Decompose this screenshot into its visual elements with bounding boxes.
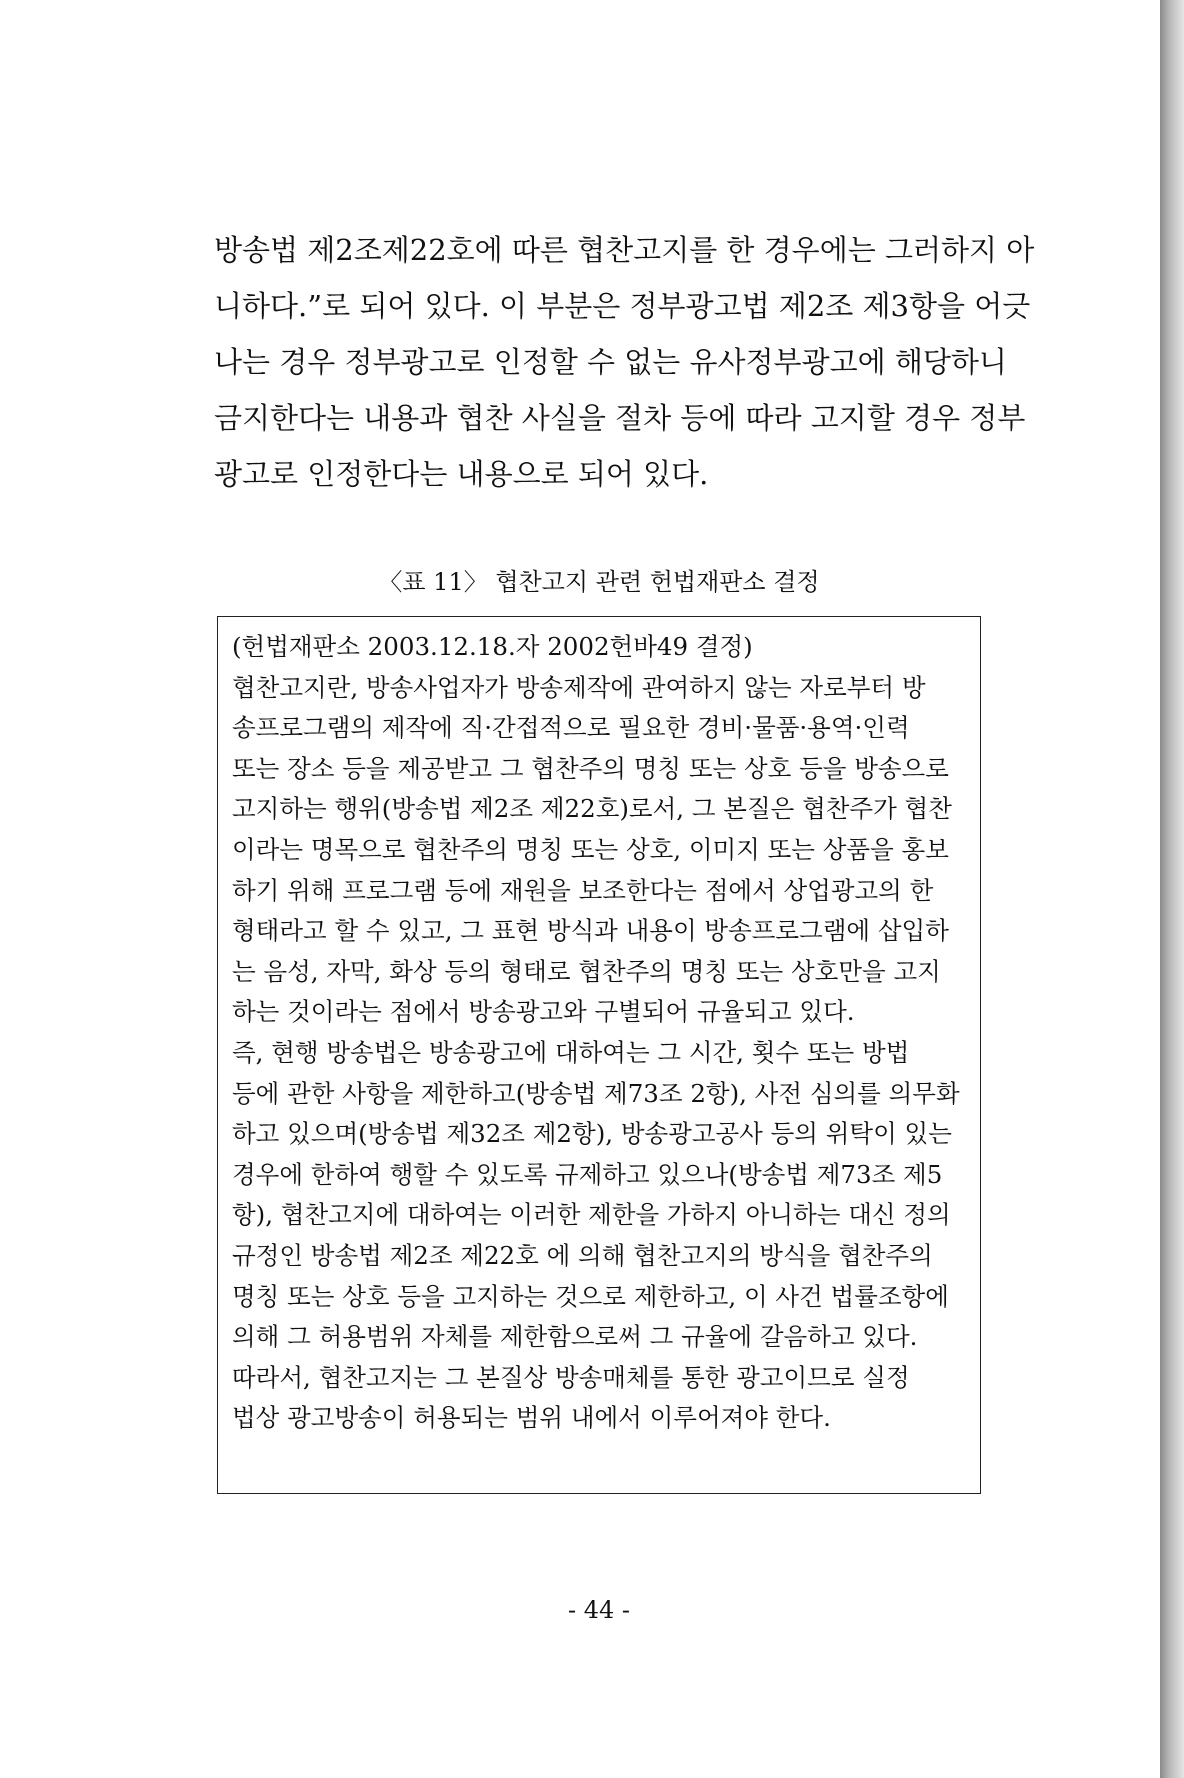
decision-line: 는 음성, 자막, 화상 등의 형태로 협찬주의 명칭 또는 상호만을 고지 <box>232 956 941 986</box>
decision-line: 따라서, 협찬고지는 그 본질상 방송매체를 통한 광고이므로 실정 <box>232 1362 910 1392</box>
decision-line: 즉, 현행 방송법은 방송광고에 대하여는 그 시간, 횟수 또는 방법 <box>232 1037 910 1067</box>
decision-line: 형태라고 할 수 있고, 그 표현 방식과 내용이 방송프로그램에 삽입하 <box>232 916 949 946</box>
body-line: 니하다.”로 되어 있다. 이 부분은 정부광고법 제2조 제3항을 어긋 <box>214 289 1031 323</box>
decision-line: 등에 관한 사항을 제한하고(방송법 제73조 2항), 사전 심의를 의무화 <box>232 1078 960 1108</box>
decision-line: 경우에 한하여 행할 수 있도록 규제하고 있으나(방송법 제73조 제5 <box>232 1159 943 1189</box>
decision-line: 협찬고지란, 방송사업자가 방송제작에 관여하지 않는 자로부터 방 <box>232 672 926 702</box>
body-line: 나는 경우 정부광고로 인정할 수 없는 유사정부광고에 해당하니 <box>214 345 1007 379</box>
decision-line: 법상 광고방송이 허용되는 범위 내에서 이루어져야 한다. <box>232 1403 831 1433</box>
page-number: - 44 - <box>567 1596 630 1624</box>
decision-line: 하고 있으며(방송법 제32조 제2항), 방송광고공사 등의 위탁이 있는 <box>232 1119 952 1149</box>
decision-line: 이라는 명목으로 협찬주의 명칭 또는 상호, 이미지 또는 상품을 홍보 <box>232 834 949 864</box>
body-paragraph <box>214 222 1035 502</box>
decision-line: 하기 위해 프로그램 등에 재원을 보조한다는 점에서 상업광고의 한 <box>232 875 934 905</box>
decision-line: 의해 그 허용범위 자체를 제한함으로써 그 규율에 갈음하고 있다. <box>232 1322 918 1352</box>
decision-line: 항), 협찬고지에 대하여는 이러한 제한을 가하지 아니하는 대신 정의 <box>232 1200 951 1230</box>
body-line: 금지한다는 내용과 협찬 사실을 절차 등에 따라 고지할 경우 정부 <box>214 401 1026 435</box>
decision-line: 규정인 방송법 제2조 제22호 에 의해 협찬고지의 방식을 협찬주의 <box>232 1240 933 1270</box>
decision-line: 송프로그램의 제작에 직·간접적으로 필요한 경비·물품·용역·인력 <box>232 713 910 743</box>
decision-line: 또는 장소 등을 제공받고 그 협찬주의 명칭 또는 상호 등을 방송으로 <box>232 753 949 783</box>
decision-line: 고지하는 행위(방송법 제2조 제22호)로서, 그 본질은 협찬주가 협찬 <box>232 794 952 824</box>
table-caption: 〈표 11〉 협찬고지 관련 헌법재판소 결정 <box>378 568 820 596</box>
body-line: 방송법 제2조제22호에 따른 협찬고지를 한 경우에는 그러하지 아 <box>214 233 1035 267</box>
decision-line: 하는 것이라는 점에서 방송광고와 구별되어 규율되고 있다. <box>232 997 855 1027</box>
court-decision-box <box>217 616 981 1494</box>
body-line: 광고로 인정한다는 내용으로 되어 있다. <box>214 457 709 491</box>
decision-line: 명칭 또는 상호 등을 고지하는 것으로 제한하고, 이 사건 법률조항에 <box>232 1281 949 1311</box>
decision-citation: (헌법재판소 2003.12.18.자 2002헌바49 결정) <box>232 632 753 661</box>
page-edge-shadow <box>1160 0 1184 1778</box>
